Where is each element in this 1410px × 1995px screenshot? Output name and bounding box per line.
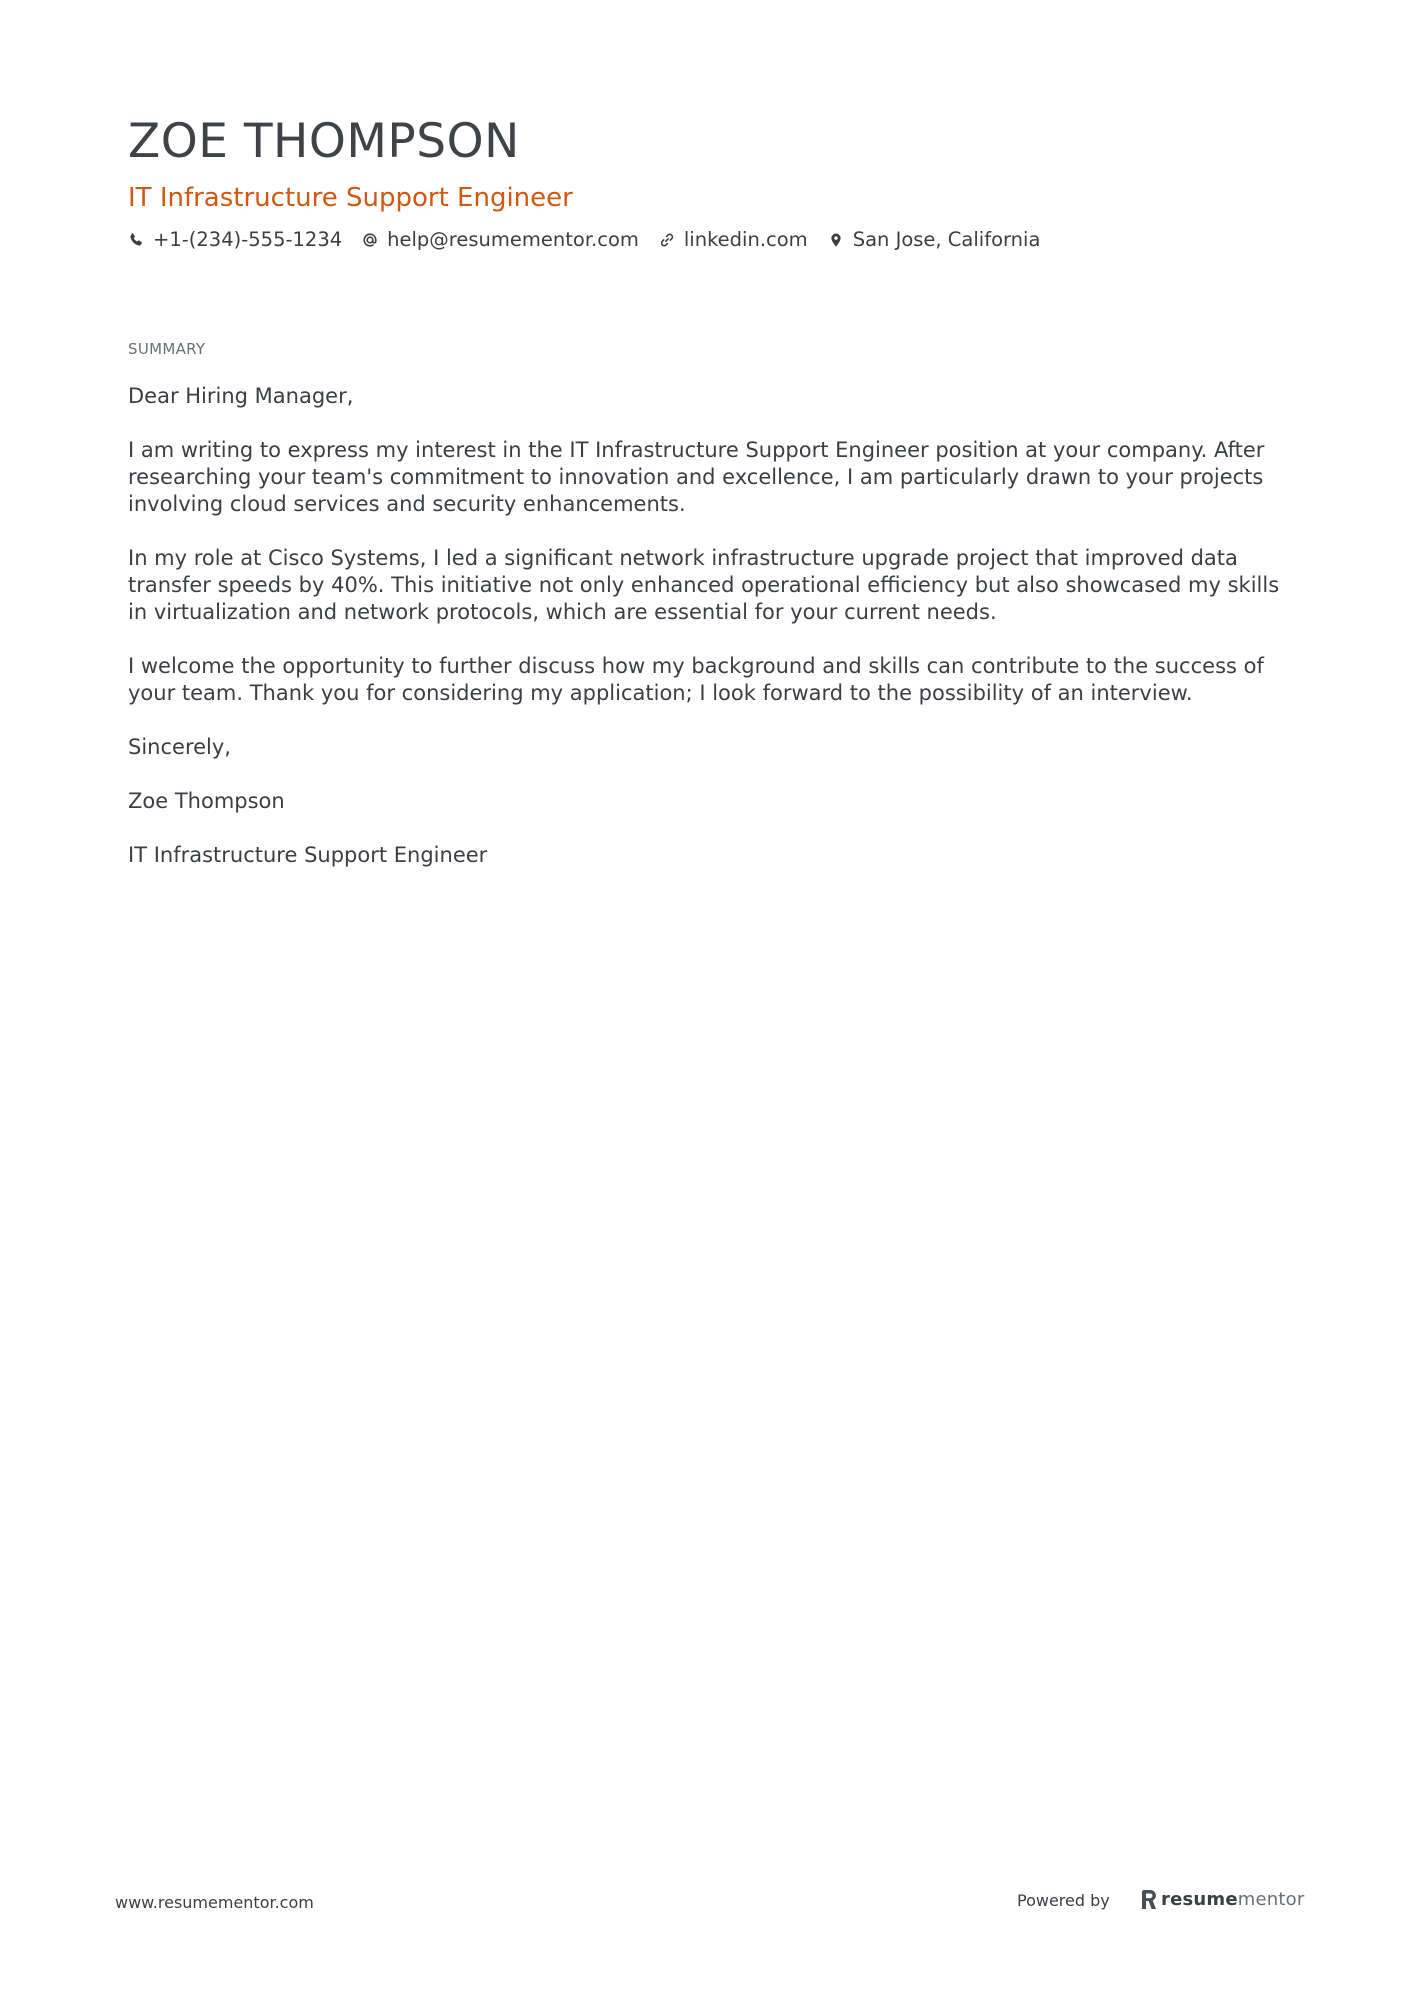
letter-body <box>128 383 1300 896</box>
contact-email-text[interactable]: help@resumementor.com <box>387 228 639 251</box>
applicant-name: ZOE THOMPSON <box>128 114 520 169</box>
contact-location-text: San Jose, California <box>852 228 1041 251</box>
phone-icon <box>128 232 144 248</box>
letter-paragraph: In my role at Cisco Systems, I led a significant network infrastructure upgrade project that improved data transfer speeds by 40%. This initiative not only enhanced operational efficiency but also showcased my skills in virtualization and network protocols, which are essential for your current needs. <box>128 546 1280 624</box>
at-icon <box>362 232 378 248</box>
resumementor-logo-icon <box>1140 1889 1158 1911</box>
contact-info-row <box>128 225 1060 255</box>
brand-wordmark-bold: resume <box>1161 1889 1238 1910</box>
letter-greeting: Dear Hiring Manager, <box>128 384 354 408</box>
footer-website-link[interactable]: www.resumementor.com <box>115 1893 314 1912</box>
letter-signature-title: IT Infrastructure Support Engineer <box>128 843 488 867</box>
letter-paragraph: I welcome the opportunity to further discuss how my background and skills can contribute to the success of your team. Thank you for considering my application; I look forward to the possibility of an interview. <box>128 654 1264 705</box>
location-pin-icon <box>828 232 844 248</box>
contact-phone-text: +1-(234)-555-1234 <box>153 228 343 251</box>
letter-signature-name: Zoe Thompson <box>128 789 285 813</box>
applicant-job-title: IT Infrastructure Support Engineer <box>128 183 573 213</box>
footer-brand-logo[interactable] <box>1140 1886 1304 1914</box>
brand-wordmark <box>1161 1888 1304 1912</box>
contact-email[interactable] <box>362 225 639 255</box>
brand-wordmark-light: mentor <box>1237 1889 1305 1910</box>
contact-phone <box>128 225 342 255</box>
contact-linkedin[interactable] <box>659 225 808 255</box>
letter-paragraph: I am writing to express my interest in the IT Infrastructure Support Engineer position at your company. After researching your team's commitment to innovation and excellence, I am particularly drawn to your projects involving cloud services and security enhancements. <box>128 438 1265 516</box>
link-icon <box>659 232 675 248</box>
letter-closing: Sincerely, <box>128 735 231 759</box>
contact-location <box>828 225 1041 255</box>
section-label-summary: SUMMARY <box>128 340 206 358</box>
footer-powered-by: Powered by <box>1017 1891 1110 1910</box>
contact-linkedin-text[interactable]: linkedin.com <box>683 228 808 251</box>
